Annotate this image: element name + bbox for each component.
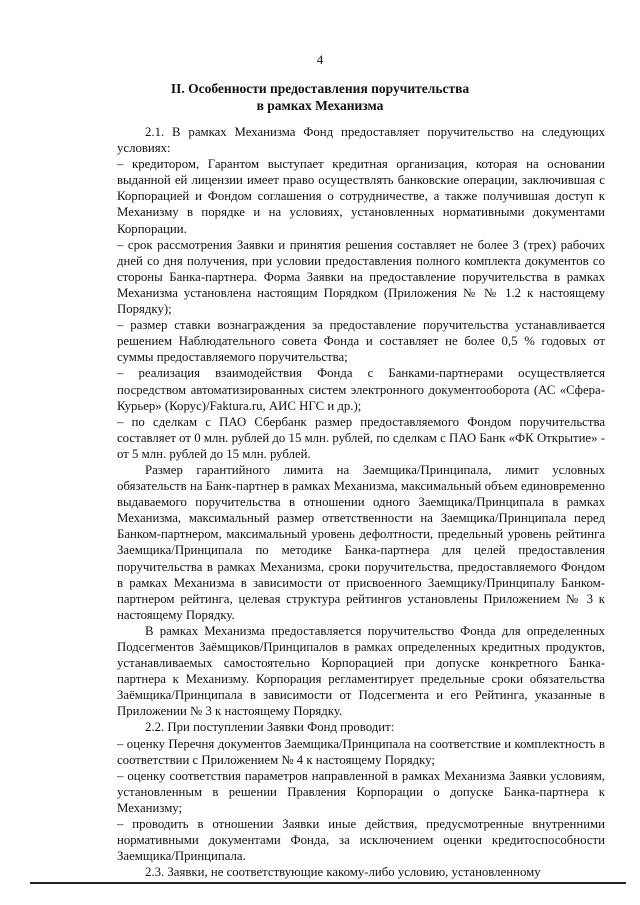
list-item-creditor: – кредитором, Гарантом выступает кредитная организация, которая на основании выданной ей лицензии имеет право осуществлять банковские операции, заключившая с Корпорацией и Фондом соглашения о сотрудничестве, а также получившая доступ к Механизму в порядке и на условиях, установленных нормативными документами Корпорации. xyxy=(117,157,605,236)
list-item-edo-systems: – реализация взаимодействия Фонда с Банками-партнерами осуществляется посредством автоматизированных систем электронного документооборота (АС «Сфера-Курьер» (Корус)/Faktura.ru, АИС НГС и др.); xyxy=(117,366,605,413)
section-heading-line-2: в рамках Механизма xyxy=(256,98,384,113)
section-heading-line-1: II. Особенности предоставления поручительства xyxy=(170,81,470,96)
paragraph-subsegments: В рамках Механизма предоставляется поручительство Фонда для определенных Подсегментов Заёмщиков/Принципалов в рамках определенных кредитных продуктов, устанавливаемых самостоятельно Корпорацией при допуске конкретного Банка-партнера к Механизму. Корпорация регламентирует предельные сроки обязательства Заёмщика/Принципала в зависимости от Подсегмента и его Рейтинга, указанные в Приложении № 3 к настоящему Порядку. xyxy=(117,623,605,719)
list-item-other-actions: – проводить в отношении Заявки иные действия, предусмотренные внутренними нормативными документами Фонда, за исключением оценки кредитоспособности Заемщика/Принципала. xyxy=(117,817,605,864)
list-item-parameter-check: – оценку соответствия параметров направленной в рамках Механизма Заявки условиям, установленным в решении Правления Корпорации о допуске Банка-партнера к Механизму; xyxy=(117,768,605,815)
list-item-review-term: – срок рассмотрения Заявки и принятия решения составляет не более 3 (трех) рабочих дней со дня получения, при условии предоставления полного комплекта документов со стороны Банка-партнера. Форма Заявки на предоставление поручительства в рамках Механизма установлена настоящим Порядком (Приложения № № 1.2 к настоящему Порядку); xyxy=(117,237,605,317)
document-body xyxy=(117,124,605,880)
bottom-rule xyxy=(30,882,626,884)
list-item-bank-limits: – по сделкам с ПАО Сбербанк размер предоставляемого Фондом поручительства составляет от 0 млн. рублей до 15 млн. рублей, по сделкам с ПАО Банк «ФК Открытие» - от 5 млн. рублей до 15 млн. рублей. xyxy=(117,414,605,461)
page-number: 4 xyxy=(316,52,324,67)
paragraph-2-3: 2.3. Заявки, не соответствующие какому-либо условию, установленному xyxy=(145,865,541,880)
paragraph-2-1: 2.1. В рамках Механизма Фонд предоставляет поручительство на следующих условиях: xyxy=(117,125,605,156)
paragraph-guarantee-limit: Размер гарантийного лимита на Заемщика/Принципала, лимит условных обязательств на Банк-партнер в рамках Механизма, максимальный объем единовременно выдаваемого поручительства в отношении одного Заемщика/Принципала в рамках Механизма, максимальный размер ответственности на Заемщика/Принципала перед Банком-партнером, максимальный уровень дефолтности, предельный уровень рейтинга Заемщика/Принципала по методике Банка-партнера для целей предоставления поручительства в рамках Механизма, сроки поручительства, предоставляемого Фондом в рамках Механизма в зависимости от присвоенного Заемщику/Принципалу Банком-партнером рейтинга, целевая структура рейтингов установлены Приложением № 3 к настоящему Порядку. xyxy=(117,462,605,622)
list-item-fee-rate: – размер ставки вознаграждения за предоставление поручительства устанавливается решением Наблюдательного совета Фонда и составляет не более 0,5 % годовых от суммы предоставляемого поручительства; xyxy=(117,318,605,365)
list-item-document-check: – оценку Перечня документов Заемщика/Принципала на соответствие и комплектность в соответствии с Приложением № 4 к настоящему Порядку; xyxy=(117,736,605,767)
paragraph-2-2: 2.2. При поступлении Заявки Фонд проводит: xyxy=(145,720,395,735)
section-heading xyxy=(0,80,640,114)
